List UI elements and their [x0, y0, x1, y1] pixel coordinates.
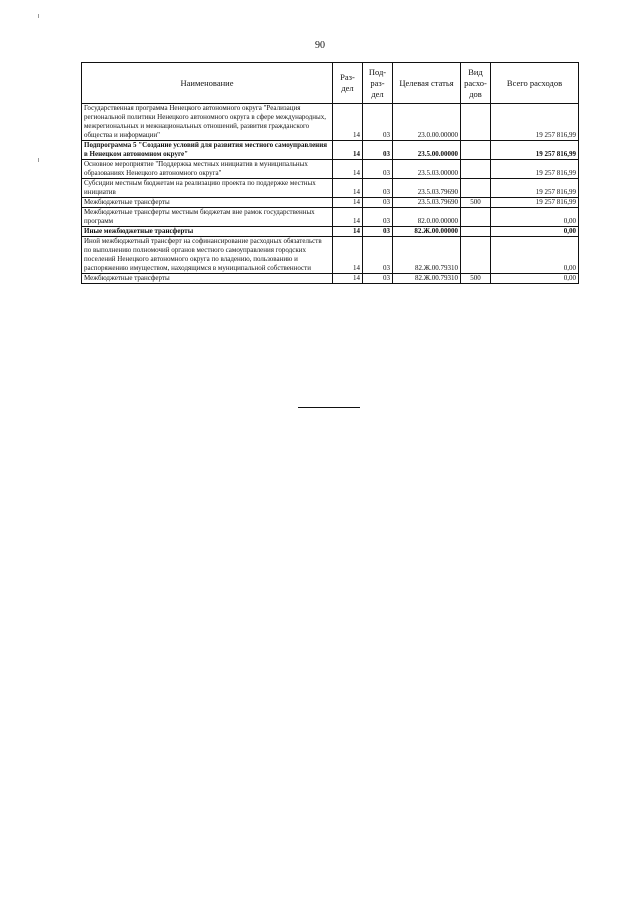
cell-podrazdel: 03 [363, 198, 393, 208]
cell-podrazdel: 03 [363, 208, 393, 227]
cell-vid [461, 227, 491, 237]
table-row [82, 274, 579, 284]
header-total: Всего расходов [491, 63, 579, 104]
cell-name: Межбюджетные трансферты [82, 198, 333, 208]
cell-razdel: 14 [333, 179, 363, 198]
cell-podrazdel: 03 [363, 237, 393, 274]
table-header-row [82, 63, 579, 104]
cell-podrazdel: 03 [363, 227, 393, 237]
header-vid: Вид расхо-дов [461, 63, 491, 104]
table-row [82, 104, 579, 141]
cell-vid: 500 [461, 198, 491, 208]
cell-razdel: 14 [333, 160, 363, 179]
cell-target: 82.0.00.00000 [393, 208, 461, 227]
cell-vid [461, 160, 491, 179]
cell-razdel: 14 [333, 141, 363, 160]
cell-target: 23.5.03.79690 [393, 198, 461, 208]
cell-razdel: 14 [333, 237, 363, 274]
cell-razdel: 14 [333, 227, 363, 237]
cell-total: 19 257 816,99 [491, 104, 579, 141]
table-row [82, 237, 579, 274]
cell-name: Субсидии местным бюджетам на реализацию проекта по поддержке местных инициатив [82, 179, 333, 198]
table-row [82, 179, 579, 198]
cell-name: Иные межбюджетные трансферты [82, 227, 333, 237]
cell-name: Межбюджетные трансферты местным бюджетам вне рамок государственных программ [82, 208, 333, 227]
cell-total: 0,00 [491, 237, 579, 274]
cell-total: 0,00 [491, 274, 579, 284]
cell-target: 82.Ж.00.79310 [393, 274, 461, 284]
cell-vid [461, 104, 491, 141]
cell-vid [461, 208, 491, 227]
cell-podrazdel: 03 [363, 160, 393, 179]
header-name: Наименование [82, 63, 333, 104]
header-podrazdel: Под-раз-дел [363, 63, 393, 104]
header-razdel: Раз-дел [333, 63, 363, 104]
cell-total: 19 257 816,99 [491, 141, 579, 160]
header-target: Целевая статья [393, 63, 461, 104]
cell-name: Межбюджетные трансферты [82, 274, 333, 284]
page-number: 90 [315, 40, 325, 51]
cell-target: 23.5.03.79690 [393, 179, 461, 198]
cell-vid [461, 237, 491, 274]
margin-mark-top [38, 14, 39, 18]
cell-total: 0,00 [491, 227, 579, 237]
cell-target: 23.5.03.00000 [393, 160, 461, 179]
cell-podrazdel: 03 [363, 179, 393, 198]
cell-name: Подпрограмма 5 "Создание условий для развития местного самоуправления в Ненецком автономном округе" [82, 141, 333, 160]
table-row [82, 227, 579, 237]
cell-target: 23.0.00.00000 [393, 104, 461, 141]
cell-podrazdel: 03 [363, 141, 393, 160]
cell-razdel: 14 [333, 208, 363, 227]
cell-target: 82.Ж.00.00000 [393, 227, 461, 237]
cell-target: 23.5.00.00000 [393, 141, 461, 160]
cell-razdel: 14 [333, 274, 363, 284]
table-row [82, 160, 579, 179]
cell-total: 0,00 [491, 208, 579, 227]
cell-total: 19 257 816,99 [491, 160, 579, 179]
cell-podrazdel: 03 [363, 274, 393, 284]
cell-podrazdel: 03 [363, 104, 393, 141]
cell-name: Основное мероприятие "Поддержка местных инициатив в муниципальных образованиях Ненецкого автономного округа" [82, 160, 333, 179]
table-row [82, 208, 579, 227]
cell-vid [461, 141, 491, 160]
cell-name: Государственная программа Ненецкого автономного округа "Реализация региональной политики Ненецкого автономного округа в сфере международных, межрегиональных и межнациональных отношений, развития гражданского общества и информации" [82, 104, 333, 141]
end-rule [298, 407, 360, 408]
table-body [82, 104, 579, 284]
expenditure-table [81, 62, 579, 284]
cell-vid: 500 [461, 274, 491, 284]
margin-mark-middle [38, 158, 39, 162]
cell-razdel: 14 [333, 104, 363, 141]
cell-vid [461, 179, 491, 198]
cell-target: 82.Ж.00.79310 [393, 237, 461, 274]
cell-name: Иной межбюджетный трансферт на софинансирование расходных обязательств по выполнению полномочий органов местного самоуправления городских поселений Ненецкого автономного округа по владению, пользованию и распоряжению имуществом, находящимся в муниципальной собственности [82, 237, 333, 274]
cell-total: 19 257 816,99 [491, 179, 579, 198]
cell-razdel: 14 [333, 198, 363, 208]
table-row [82, 198, 579, 208]
cell-total: 19 257 816,99 [491, 198, 579, 208]
table-row [82, 141, 579, 160]
